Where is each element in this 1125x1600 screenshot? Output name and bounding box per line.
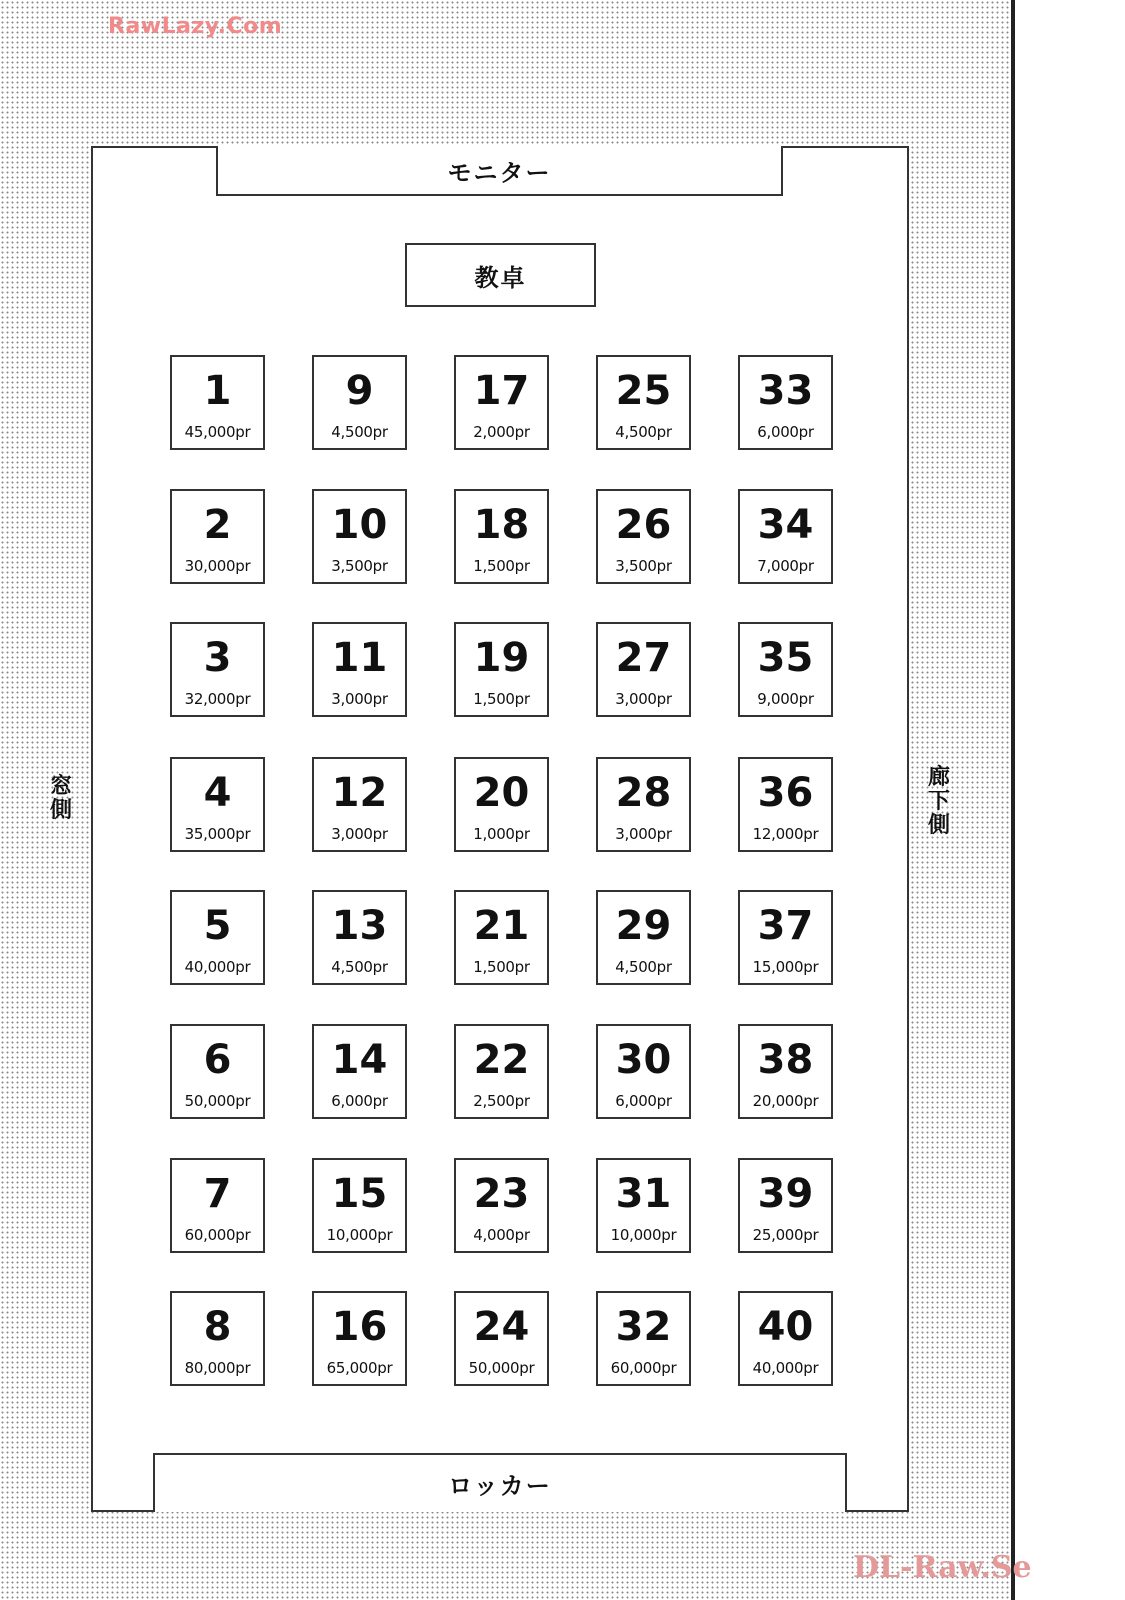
seat-number: 18 xyxy=(473,502,530,548)
seat-box xyxy=(738,1024,833,1119)
seat-box xyxy=(312,622,407,717)
seat-box xyxy=(738,1291,833,1386)
seat-number: 36 xyxy=(757,770,814,816)
seat-box xyxy=(596,757,691,852)
seat-price: 4,500pr xyxy=(331,423,388,441)
seat-box xyxy=(454,355,549,450)
seat-price: 12,000pr xyxy=(752,825,819,843)
window-side-label xyxy=(46,775,76,823)
seat-price: 30,000pr xyxy=(184,557,251,575)
seat-number: 22 xyxy=(473,1037,530,1083)
seat-price: 6,000pr xyxy=(615,1092,672,1110)
monitor-box: モニター xyxy=(216,146,783,196)
seat-number: 38 xyxy=(757,1037,814,1083)
seat-box xyxy=(738,757,833,852)
seat-number: 30 xyxy=(615,1037,672,1083)
seat-price: 7,000pr xyxy=(757,557,814,575)
seat-price: 1,500pr xyxy=(473,958,530,976)
seat-price: 10,000pr xyxy=(326,1226,393,1244)
seat-box xyxy=(454,1158,549,1253)
seat-box xyxy=(312,890,407,985)
seat-number: 37 xyxy=(757,903,814,949)
seat-price: 25,000pr xyxy=(752,1226,819,1244)
seat-price: 1,500pr xyxy=(473,690,530,708)
seat-price: 10,000pr xyxy=(610,1226,677,1244)
seat-number: 12 xyxy=(331,770,388,816)
seat-price: 3,000pr xyxy=(331,825,388,843)
seat-box xyxy=(596,1291,691,1386)
seat-box xyxy=(596,355,691,450)
seat-price: 32,000pr xyxy=(184,690,251,708)
window-side-char: 窓 xyxy=(49,774,72,799)
seat-number: 29 xyxy=(615,903,672,949)
seat-number: 28 xyxy=(615,770,672,816)
seat-box xyxy=(738,489,833,584)
seat-number: 4 xyxy=(203,770,232,816)
seat-number: 33 xyxy=(757,368,814,414)
seat-box xyxy=(312,489,407,584)
seat-number: 16 xyxy=(331,1304,388,1350)
seat-box xyxy=(170,355,265,450)
seat-price: 50,000pr xyxy=(468,1359,535,1377)
seat-price: 3,000pr xyxy=(331,690,388,708)
seat-box xyxy=(170,1291,265,1386)
seat-number: 5 xyxy=(203,903,232,949)
seat-box xyxy=(312,1024,407,1119)
seat-number: 34 xyxy=(757,502,814,548)
seat-price: 9,000pr xyxy=(757,690,814,708)
seat-number: 32 xyxy=(615,1304,672,1350)
window-side-char: 側 xyxy=(49,798,72,823)
seat-price: 35,000pr xyxy=(184,825,251,843)
seat-box xyxy=(454,1024,549,1119)
seat-box xyxy=(596,890,691,985)
seat-number: 14 xyxy=(331,1037,388,1083)
locker-box: ロッカー xyxy=(153,1453,847,1512)
podium-box: 教卓 xyxy=(405,243,596,307)
seat-price: 40,000pr xyxy=(184,958,251,976)
seat-number: 8 xyxy=(203,1304,232,1350)
hallway-side-char: 下 xyxy=(927,789,950,814)
seat-price: 4,500pr xyxy=(615,958,672,976)
hallway-side-label xyxy=(924,766,954,838)
seat-number: 31 xyxy=(615,1171,672,1217)
seat-price: 1,500pr xyxy=(473,557,530,575)
seat-price: 1,000pr xyxy=(473,825,530,843)
seat-number: 15 xyxy=(331,1171,388,1217)
seat-price: 4,000pr xyxy=(473,1226,530,1244)
seat-number: 2 xyxy=(203,502,232,548)
seat-price: 3,500pr xyxy=(615,557,672,575)
seat-box xyxy=(312,1158,407,1253)
seat-number: 21 xyxy=(473,903,530,949)
seat-box xyxy=(738,355,833,450)
seat-price: 45,000pr xyxy=(184,423,251,441)
watermark-bottom: DL-Raw.Se xyxy=(853,1550,1032,1585)
seat-price: 3,000pr xyxy=(615,690,672,708)
seat-box xyxy=(454,489,549,584)
seat-price: 2,000pr xyxy=(473,423,530,441)
seat-box xyxy=(596,1158,691,1253)
seat-number: 27 xyxy=(615,635,672,681)
seat-number: 23 xyxy=(473,1171,530,1217)
seat-price: 6,000pr xyxy=(331,1092,388,1110)
seat-price: 2,500pr xyxy=(473,1092,530,1110)
seat-price: 60,000pr xyxy=(184,1226,251,1244)
seat-number: 6 xyxy=(203,1037,232,1083)
seat-number: 19 xyxy=(473,635,530,681)
seat-number: 13 xyxy=(331,903,388,949)
seat-price: 6,000pr xyxy=(757,423,814,441)
seat-price: 4,500pr xyxy=(331,958,388,976)
seat-box xyxy=(596,1024,691,1119)
seat-box xyxy=(312,757,407,852)
seat-price: 3,000pr xyxy=(615,825,672,843)
seat-price: 15,000pr xyxy=(752,958,819,976)
seat-box xyxy=(596,489,691,584)
seat-number: 1 xyxy=(203,368,232,414)
hallway-side-char: 廊 xyxy=(927,765,950,790)
seat-box xyxy=(454,622,549,717)
seat-box xyxy=(454,890,549,985)
seat-box xyxy=(170,489,265,584)
seat-price: 60,000pr xyxy=(610,1359,677,1377)
seat-number: 40 xyxy=(757,1304,814,1350)
hallway-side-char: 側 xyxy=(927,813,950,838)
seat-number: 9 xyxy=(345,368,374,414)
seat-box xyxy=(170,1024,265,1119)
seat-box xyxy=(170,757,265,852)
seat-number: 11 xyxy=(331,635,388,681)
seat-price: 80,000pr xyxy=(184,1359,251,1377)
seat-number: 20 xyxy=(473,770,530,816)
seat-number: 26 xyxy=(615,502,672,548)
seat-number: 7 xyxy=(203,1171,232,1217)
seat-box xyxy=(312,1291,407,1386)
watermark-top: RawLazy.Com xyxy=(108,14,283,39)
seat-box xyxy=(170,1158,265,1253)
seat-box xyxy=(454,1291,549,1386)
seat-price: 50,000pr xyxy=(184,1092,251,1110)
seat-number: 39 xyxy=(757,1171,814,1217)
seat-box xyxy=(312,355,407,450)
seat-price: 40,000pr xyxy=(752,1359,819,1377)
seat-price: 3,500pr xyxy=(331,557,388,575)
seat-box xyxy=(738,622,833,717)
seat-number: 17 xyxy=(473,368,530,414)
seat-box xyxy=(738,1158,833,1253)
seat-number: 25 xyxy=(615,368,672,414)
seat-box xyxy=(170,622,265,717)
seat-price: 4,500pr xyxy=(615,423,672,441)
seat-box xyxy=(454,757,549,852)
seat-price: 65,000pr xyxy=(326,1359,393,1377)
seat-box xyxy=(596,622,691,717)
seat-number: 24 xyxy=(473,1304,530,1350)
seat-box xyxy=(738,890,833,985)
seat-number: 3 xyxy=(203,635,232,681)
seat-number: 35 xyxy=(757,635,814,681)
page-margin xyxy=(1015,0,1125,1600)
seat-price: 20,000pr xyxy=(752,1092,819,1110)
seat-box xyxy=(170,890,265,985)
seat-number: 10 xyxy=(331,502,388,548)
